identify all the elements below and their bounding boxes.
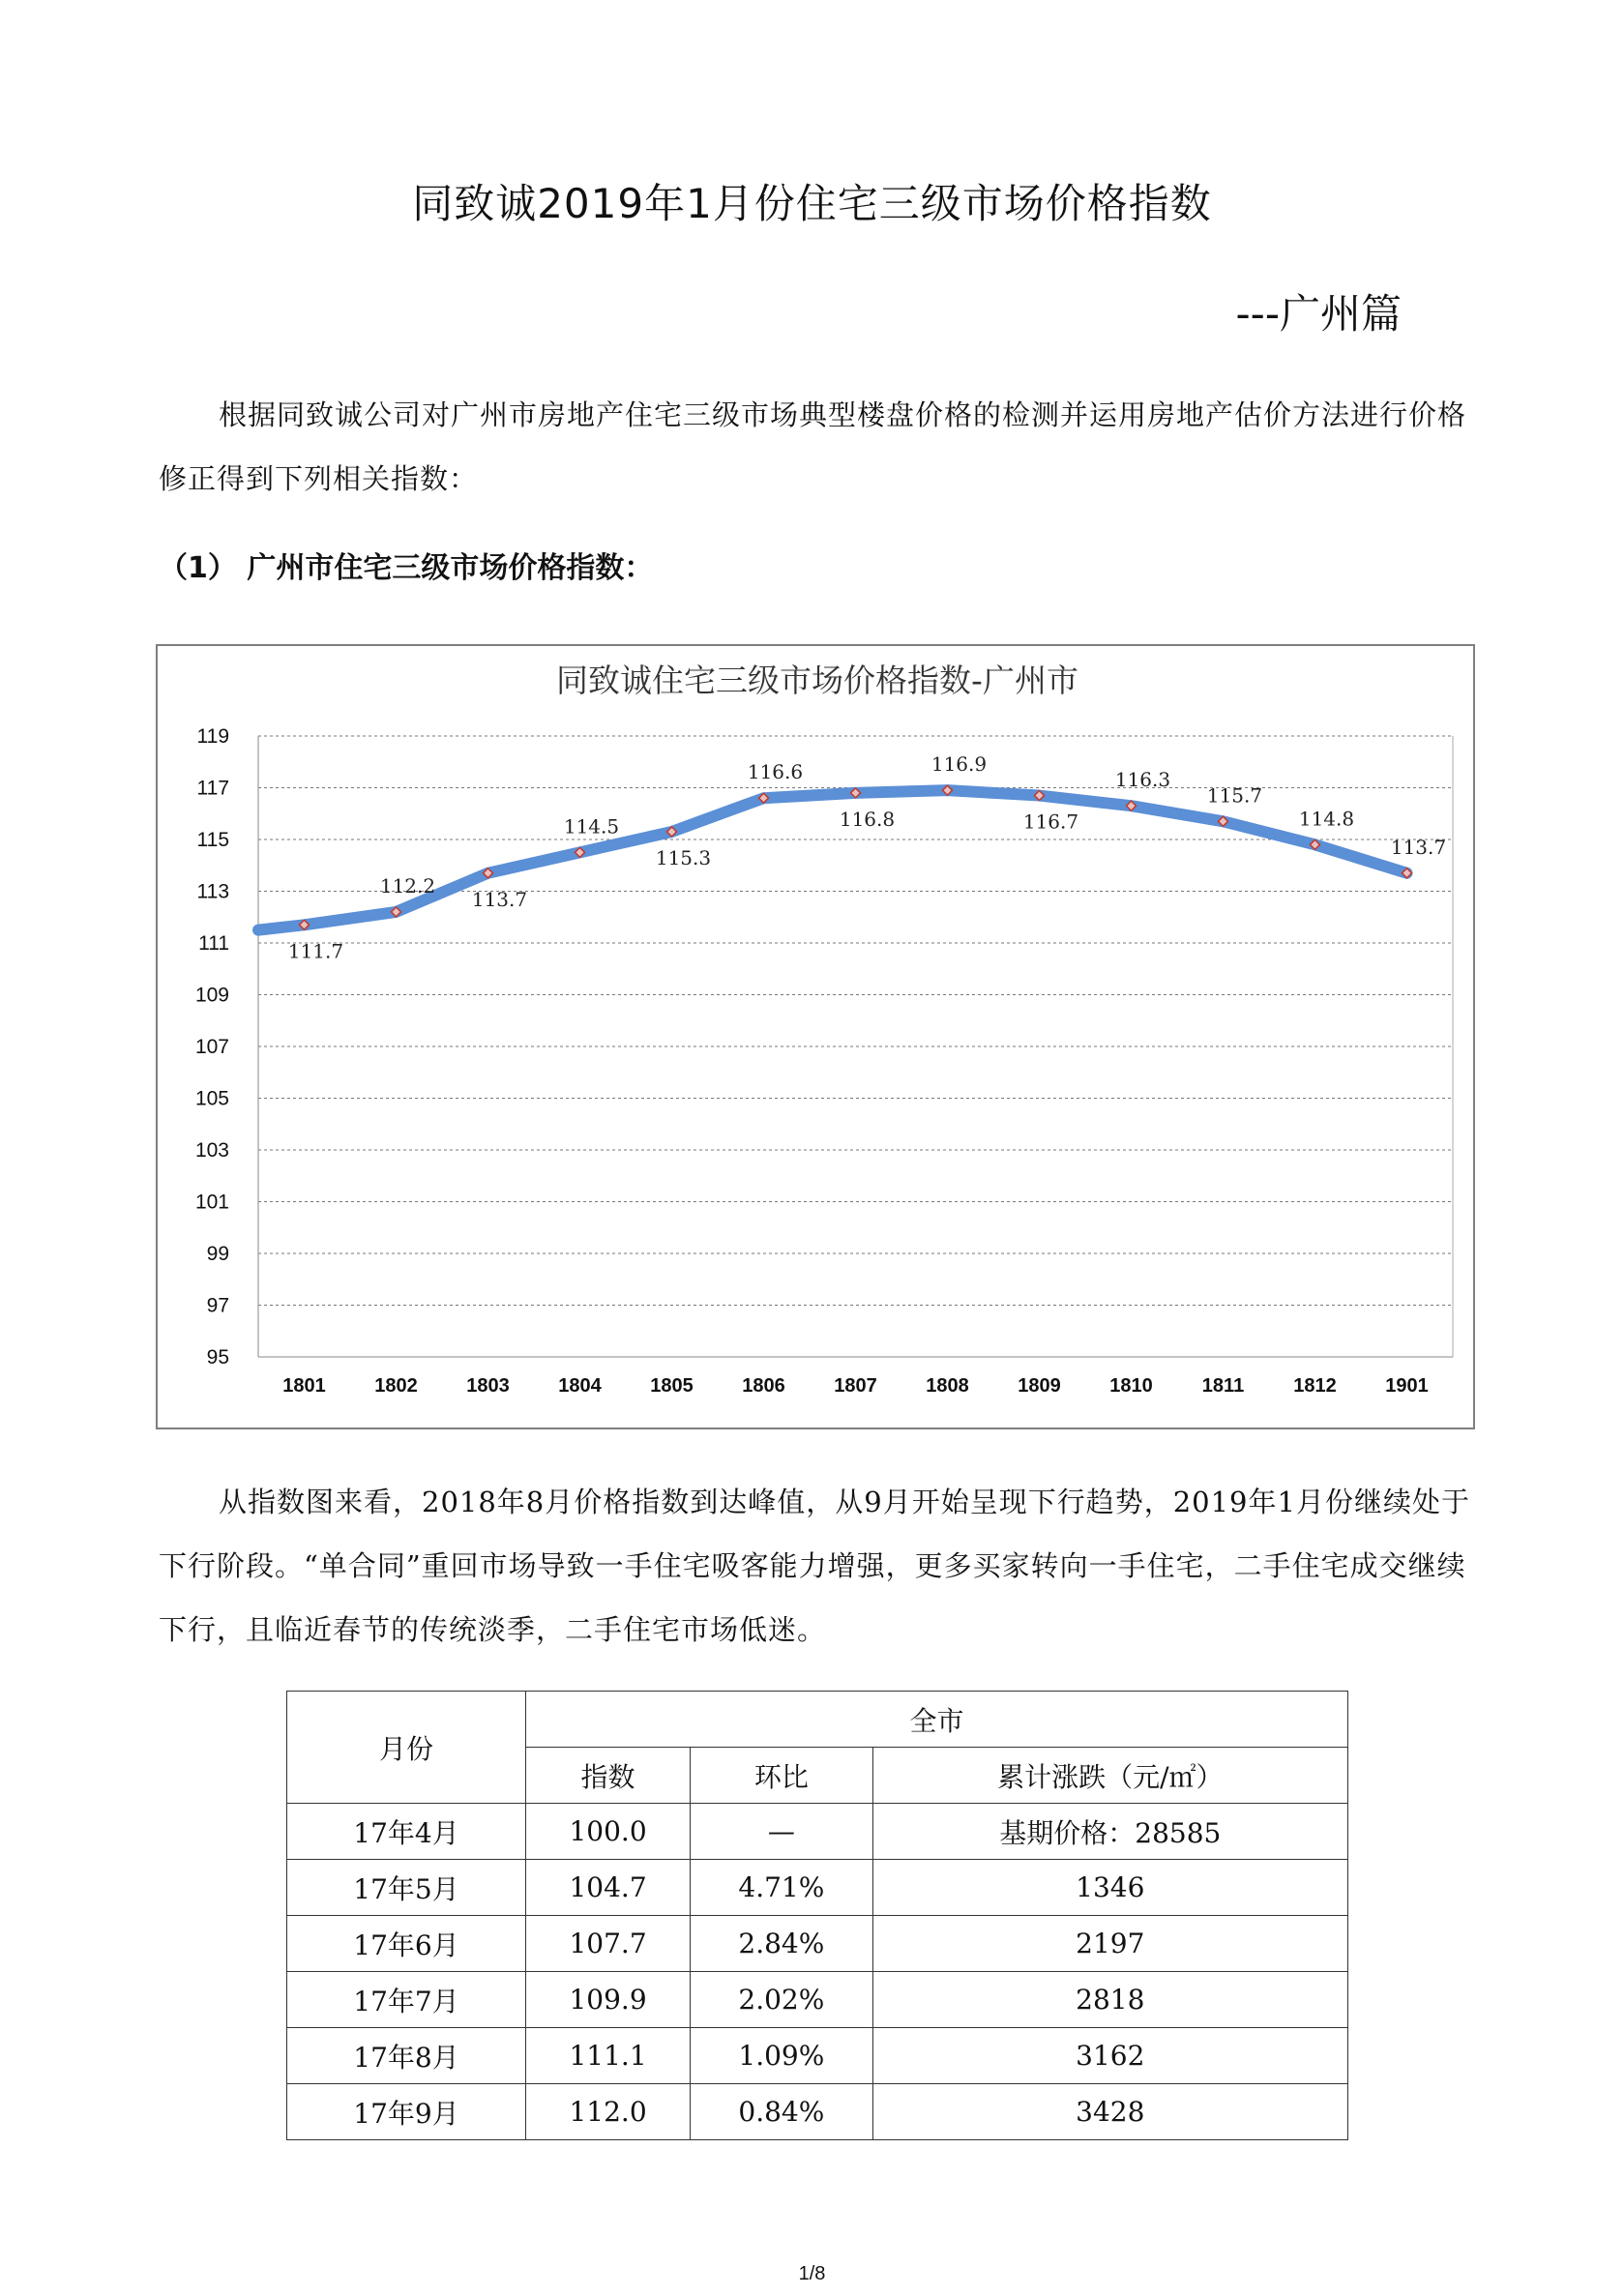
cell-mom: 2.84% [691,1916,873,1972]
y-tick-label: 97 [206,1294,229,1317]
data-label: 113.7 [1390,835,1447,859]
x-tick-label: 1809 [1018,1375,1061,1397]
y-tick-label: 119 [196,725,229,748]
x-tick-label: 1803 [466,1375,510,1397]
x-tick-label: 1802 [374,1375,418,1397]
y-tick-label: 101 [194,1191,229,1214]
cell-index: 111.1 [526,2028,691,2084]
data-label: 116.3 [1114,768,1171,792]
cell-month: 17年7月 [287,1972,526,2028]
price-table [286,1691,1348,2140]
table-header-row [287,1692,1348,1748]
data-label: 116.7 [1022,809,1079,834]
cell-cumulative: 1346 [872,1860,1347,1916]
cell-cumulative: 2818 [872,1972,1347,2028]
cell-cumulative: 3428 [872,2084,1347,2140]
cell-mom: — [691,1804,873,1860]
data-label: 112.2 [379,873,436,898]
x-tick-label: 1804 [558,1375,602,1397]
page-number: 1/8 [798,2263,826,2284]
cell-cumulative: 3162 [872,2028,1347,2084]
table-row [287,1916,1348,1972]
data-label: 115.7 [1206,783,1263,808]
cell-mom: 4.71% [691,1860,873,1916]
table-row [287,1972,1348,2028]
header-index: 指数 [526,1748,691,1804]
data-label: 111.7 [287,939,344,963]
cell-mom: 1.09% [691,2028,873,2084]
table-row [287,1804,1348,1860]
x-tick-label: 1810 [1109,1375,1153,1397]
y-tick-label: 113 [196,880,229,903]
series-line [258,790,1407,929]
cell-month: 17年4月 [287,1804,526,1860]
page-subtitle: ---广州篇 [1235,290,1402,338]
table-row [287,1860,1348,1916]
data-label: 116.8 [839,807,896,831]
y-tick-label: 103 [194,1139,229,1162]
y-tick-label: 99 [206,1243,229,1265]
cell-month: 17年8月 [287,2028,526,2084]
y-axis-ticks [195,725,229,1369]
y-tick-label: 117 [196,777,229,800]
header-group: 全市 [526,1692,1348,1748]
y-tick-label: 115 [196,829,229,851]
x-tick-label: 1808 [926,1375,969,1397]
x-tick-label: 1807 [834,1375,877,1397]
header-mom: 环比 [691,1748,873,1804]
data-label: 114.8 [1298,807,1355,831]
chart-series [258,785,1412,929]
page-title: 同致诚2019年1月份住宅三级市场价格指数 [412,180,1212,227]
cell-index: 104.7 [526,1860,691,1916]
x-tick-label: 1806 [742,1375,785,1397]
data-label: 116.9 [930,752,988,777]
x-axis-ticks [282,1375,1429,1397]
cell-cumulative: 基期价格：28585 [872,1804,1347,1860]
header-cumulative: 累计涨跌（元/㎡） [872,1748,1347,1804]
cell-month: 17年5月 [287,1860,526,1916]
cell-index: 100.0 [526,1804,691,1860]
data-label: 114.5 [563,814,620,839]
y-tick-label: 105 [194,1087,229,1110]
analysis-paragraph: 从指数图来看，2018年8月价格指数到达峰值，从9月开始呈现下行趋势，2019年1月份继续处于下行阶段。“单合同”重回市场导致一手住宅吸客能力增强，更多买家转向一手住宅，二手住宅成交继续下行，且临近春节的传统淡季，二手住宅市场低迷。 [159,1486,1470,1646]
cell-index: 109.9 [526,1972,691,2028]
x-tick-label: 1811 [1201,1375,1245,1397]
y-tick-label: 107 [194,1036,229,1058]
cell-index: 112.0 [526,2084,691,2140]
header-month: 月份 [287,1692,526,1804]
data-labels [288,752,1446,962]
data-label: 116.6 [747,760,804,784]
x-tick-label: 1901 [1385,1375,1429,1397]
chart-title: 同致诚住宅三级市场价格指数-广州市 [556,662,1078,699]
intro-paragraph: 根据同致诚公司对广州市房地产住宅三级市场典型楼盘价格的检测并运用房地产估价方法进行价格修正得到下列相关指数： [159,398,1467,495]
cell-month: 17年9月 [287,2084,526,2140]
table-row [287,2084,1348,2140]
cell-cumulative: 2197 [872,1916,1347,1972]
y-tick-label: 95 [206,1346,229,1369]
y-tick-label: 109 [194,984,229,1007]
price-index-chart [156,644,1475,1429]
data-label: 115.3 [655,845,712,869]
x-tick-label: 1801 [282,1375,326,1397]
x-tick-label: 1805 [650,1375,694,1397]
table-row [287,2028,1348,2084]
cell-mom: 2.02% [691,1972,873,2028]
section-heading: （1） 广州市住宅三级市场价格指数： [159,551,654,585]
chart-svg [158,646,1477,1431]
cell-index: 107.7 [526,1916,691,1972]
data-label: 113.7 [471,887,528,911]
x-tick-label: 1812 [1293,1375,1337,1397]
cell-mom: 0.84% [691,2084,873,2140]
cell-month: 17年6月 [287,1916,526,1972]
y-tick-label: 111 [198,932,229,955]
